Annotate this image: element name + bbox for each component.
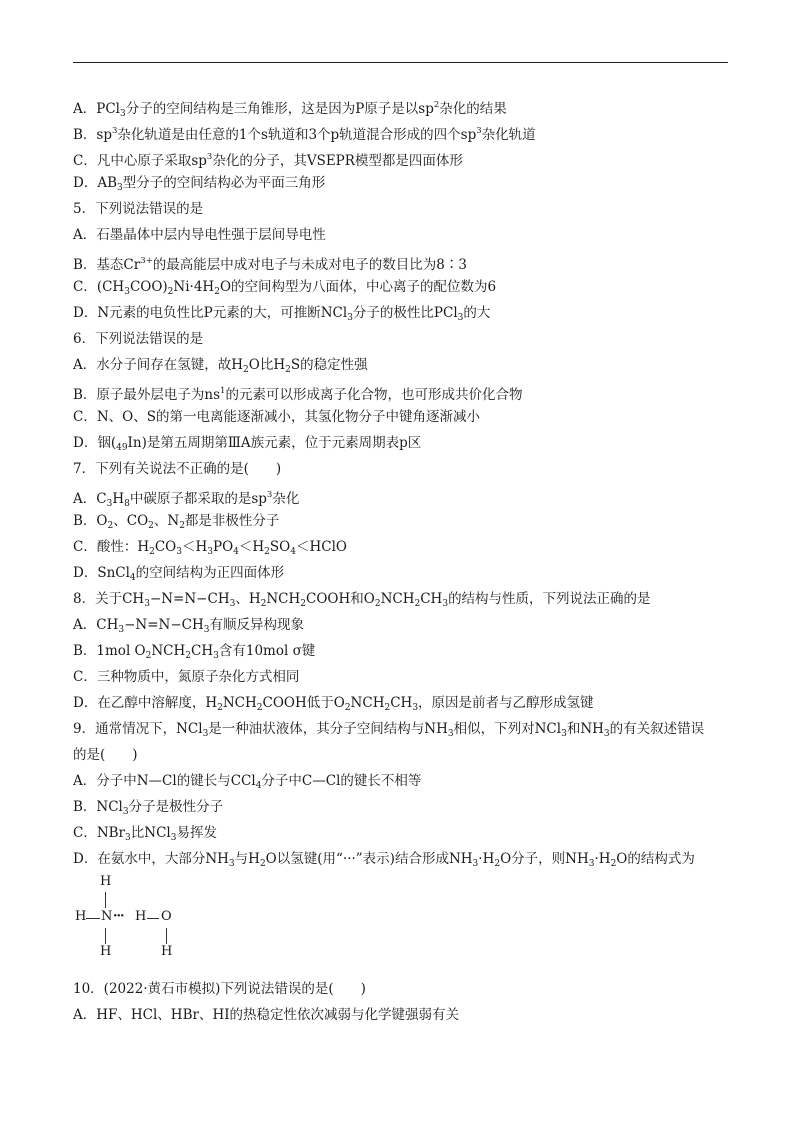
atom-h-left: H	[75, 909, 87, 924]
atom-h-top: H	[100, 874, 112, 889]
q6-option-d: D．铟$(_{49}In)$是第五周期第ⅢA族元素，位于元素周期表p区	[73, 435, 422, 453]
question-8: 8．关于$CH_3-N=N-CH_3$、$H_2NCH_2COOH$和$O_2NCH_2CH_3$的结构与性质，下列说法正确的是	[73, 591, 651, 609]
q8-option-b: B．1mol $O_2NCH_2CH_3$含有10mol σ键	[73, 643, 316, 661]
bond-h-n	[86, 918, 100, 919]
structural-formula	[73, 874, 733, 976]
q8-option-c: C．三种物质中，氮原子杂化方式相同	[73, 669, 300, 685]
q4-option-d: D．$AB_3$型分子的空间结构必为平面三角形	[73, 175, 326, 193]
q6-option-a: A．水分子间存在氢键，故$H_2O$比$H_2S$的稳定性强	[73, 357, 368, 375]
bond-n-h-bottom	[105, 928, 106, 944]
q9-option-d: D．在氨水中，大部分$NH_3$与$H_2O$以氢键(用“···”表示)结合形成$NH_3\cdot H_2O$分子，则$NH_3\cdot H_2O$的结构式为	[73, 851, 695, 869]
q7-option-a: A．$C_3H_8$中碳原子都采取的是$sp^3$杂化	[73, 490, 300, 509]
q7-option-c: C．酸性：$H_2CO_3<H_3PO_4<H_2SO_4<HClO$	[73, 539, 347, 557]
q7-option-b: B．$O_2$、$CO_2$、$N_2$都是非极性分子	[73, 513, 280, 531]
question-7: 7．下列有关说法不正确的是( )	[73, 461, 282, 477]
q10-option-a: A．HF、HCl、HBr、HI的热稳定性依次减弱与化学键强弱有关	[73, 1007, 460, 1023]
atom-h-mid: H	[135, 909, 147, 924]
atom-n: N	[101, 909, 113, 924]
q8-option-d: D．在乙醇中溶解度，$H_2NCH_2COOH$低于$O_2NCH_2CH_3$，原因是前者与乙醇形成氢键	[73, 695, 594, 713]
q5-option-b: B．基态$Cr^{3+}$的最高能层中成对电子与未成对电子的数目比为8∶3	[73, 256, 467, 273]
document-body	[73, 92, 733, 1028]
bond-n-h-top	[105, 892, 106, 908]
q4-option-b: B．$sp^3$杂化轨道是由任意的1个s轨道和3个p轨道混合形成的四个$sp^3$杂化轨道	[73, 126, 536, 143]
atom-h-bottom-n: H	[100, 944, 112, 959]
q6-option-c: C．N、O、S的第一电离能逐渐减小，其氢化物分子中键角逐渐减小	[73, 409, 480, 425]
atom-h-bottom-o: H	[161, 944, 173, 959]
bond-o-h-bottom	[166, 928, 167, 944]
hydrogen-bond-dots: ···	[113, 909, 124, 924]
header-rule	[73, 62, 728, 63]
q9-option-b: B．NCl$_3$分子是极性分子	[73, 799, 224, 817]
question-9-continued: 的是( )	[73, 747, 138, 763]
q6-option-b: B．原子最外层电子为$ns^1$的元素可以形成离子化合物，也可形成共价化合物	[73, 386, 523, 403]
question-9: 9．通常情况下，NCl$_3$是一种油状液体，其分子空间结构与$NH_3$相似，下列对NCl$_3$和$NH_3$的有关叙述错误	[73, 721, 705, 739]
question-6: 6．下列说法错误的是	[73, 331, 204, 347]
question-5: 5．下列说法错误的是	[73, 201, 204, 217]
q5-option-c: C．$(CH_3COO)_2Ni\cdot 4H_2O$的空间构型为八面体，中心离子的配位数为6	[73, 279, 497, 297]
atom-o: O	[161, 909, 172, 924]
q4-option-c: C．凡中心原子采取$sp^3$杂化的分子，其VSEPR模型都是四面体形	[73, 152, 463, 169]
q4-option-a: A．PCl$_3$分子的空间结构是三角锥形，这是因为P原子是以$sp^2$杂化的结果	[73, 100, 507, 119]
q8-option-a: A．$CH_3-N=N-CH_3$有顺反异构现象	[73, 617, 304, 635]
q9-option-a: A．分子中N—Cl的键长与CCl$_4$分子中C—Cl的键长不相等	[73, 773, 422, 791]
q5-option-d: D．N元素的电负性比P元素的大，可推断NCl$_3$分子的极性比PCl$_3$的大	[73, 305, 491, 323]
question-10: 10．(2022·黄石市模拟)下列说法错误的是( )	[73, 981, 366, 997]
q5-option-a: A．石墨晶体中层内导电性强于层间导电性	[73, 227, 326, 243]
bond-h-o	[147, 918, 159, 919]
q7-option-d: D．SnCl$_4$的空间结构为正四面体形	[73, 565, 285, 583]
q9-option-c: C．NBr$_3$比NCl$_3$易挥发	[73, 825, 217, 843]
